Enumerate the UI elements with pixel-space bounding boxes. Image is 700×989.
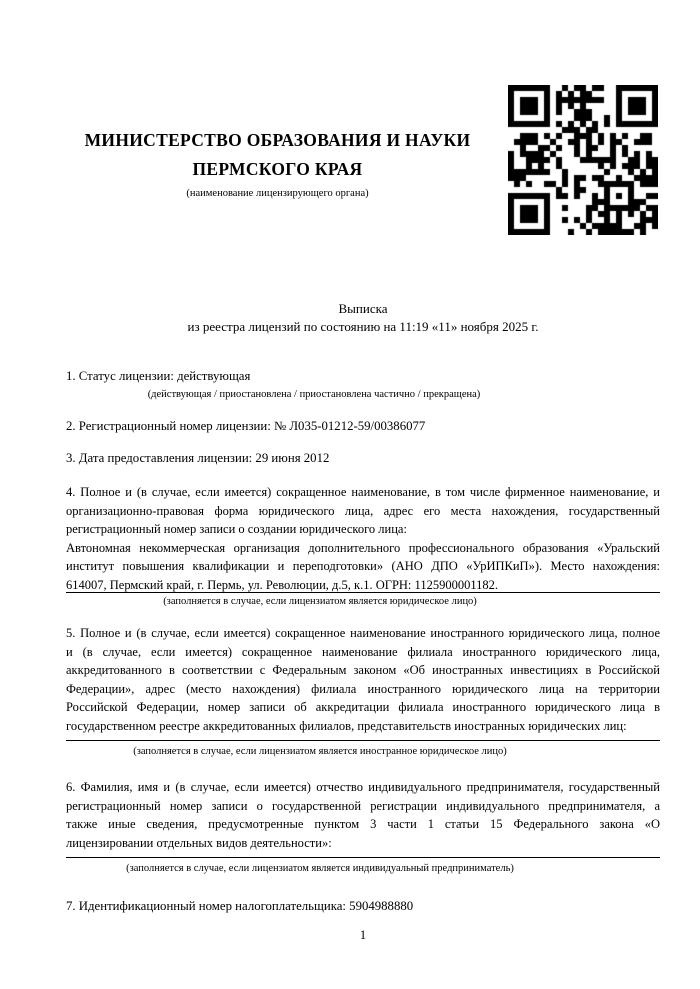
item-legal-entity-info	[66, 483, 660, 594]
item-grant-date: 3. Дата предоставления лицензии: 29 июня 2012	[66, 451, 330, 465]
item-individual-entrepreneur-info	[66, 778, 660, 852]
foreign-entity-fill-caption: (заполняется в случае, если лицензиатом является иностранное юридическое лицо)	[133, 746, 507, 757]
text-line: и (в случае, если имеется) сокращенное наименование филиала иностранного юридического лица,	[66, 644, 660, 659]
text-line: регистрационный номер записи о государственной регистрации индивидуального предпринимателя, а	[66, 798, 660, 813]
fill-in-rule-foreign-entity	[66, 740, 660, 741]
text-line: 5. Полное и (в случае, если имеется) сокращенное наименование иностранного юридического лица, полное	[66, 626, 660, 640]
item-foreign-entity-info	[66, 624, 660, 735]
text-line: аккредитованного в соответствии с Федеральным законом «Об иностранных инвестициях в Российской	[66, 663, 660, 677]
issuing-authority-caption: (наименование лицензирующего органа)	[186, 188, 369, 199]
text-line: 6. Фамилия, имя и (в случае, если имеется) отчество индивидуального предпринимателя, государственный	[66, 780, 660, 794]
entrepreneur-fill-caption: (заполняется в случае, если лицензиатом является индивидуальный предприниматель)	[126, 863, 514, 874]
title-line1: Выписка	[338, 301, 388, 316]
ministry-name-line2: ПЕРМСКОГО КРАЯ	[192, 159, 363, 179]
text-line: Автономная некоммерческая организация дополнительного профессионального образования «Уральский	[66, 540, 660, 555]
fill-in-rule-legal-entity	[66, 592, 660, 593]
text-line: Российской Федерации, номер записи об аккредитации филиала иностранного юридического лица в	[66, 700, 660, 714]
document-title	[66, 300, 660, 336]
text-line: регистрационный номер записи о создании юридического лица:	[66, 522, 407, 536]
legal-entity-fill-caption: (заполняется в случае, если лицензиатом является юридическое лицо)	[163, 596, 477, 607]
item-registration-number: 2. Регистрационный номер лицензии: № Л035-01212-59/00386077	[66, 419, 426, 433]
issuing-authority-header	[40, 126, 515, 200]
title-line2: из реестра лицензий по состоянию на 11:19 «11» ноября 2025 г.	[187, 319, 539, 334]
ministry-name-line1: МИНИСТЕРСТВО ОБРАЗОВАНИЯ И НАУКИ	[84, 130, 471, 150]
qr-code	[508, 85, 658, 235]
text-line: 4. Полное и (в случае, если имеется) сокращенное наименование, в том числе фирменное наименование, и	[66, 485, 660, 499]
text-line: Федерации», адрес (место нахождения) филиала иностранного юридического лица на территории	[66, 681, 660, 696]
fill-in-rule-entrepreneur	[66, 857, 660, 858]
text-line: государственном реестре аккредитованных филиалов, представительств иностранных юридических лиц:	[66, 718, 627, 733]
text-line: лицензировании отдельных видов деятельности»:	[66, 835, 332, 850]
text-line: институт повышения квалификации и переподготовки» (АНО ДПО «УрИПКиП»). Место нахождения:	[66, 559, 660, 573]
text-line: 614007, Пермский край, г. Пермь, ул. Революции, д.5, к.1. ОГРН: 1125900001182.	[66, 577, 498, 592]
item-taxpayer-id: 7. Идентификационный номер налогоплательщика: 5904988880	[66, 899, 414, 913]
item-license-status-options-caption: (действующая / приостановлена / приостановлена частично / прекращена)	[147, 389, 481, 400]
text-line: также иные сведения, предусмотренные пунктом 3 части 1 статьи 15 Федерального закона «О	[66, 817, 660, 831]
text-line: организационно-правовая форма юридического лица, адрес его места нахождения, государственный	[66, 503, 660, 518]
item-license-status: 1. Статус лицензии: действующая	[66, 369, 251, 383]
page-number: 1	[359, 928, 367, 942]
